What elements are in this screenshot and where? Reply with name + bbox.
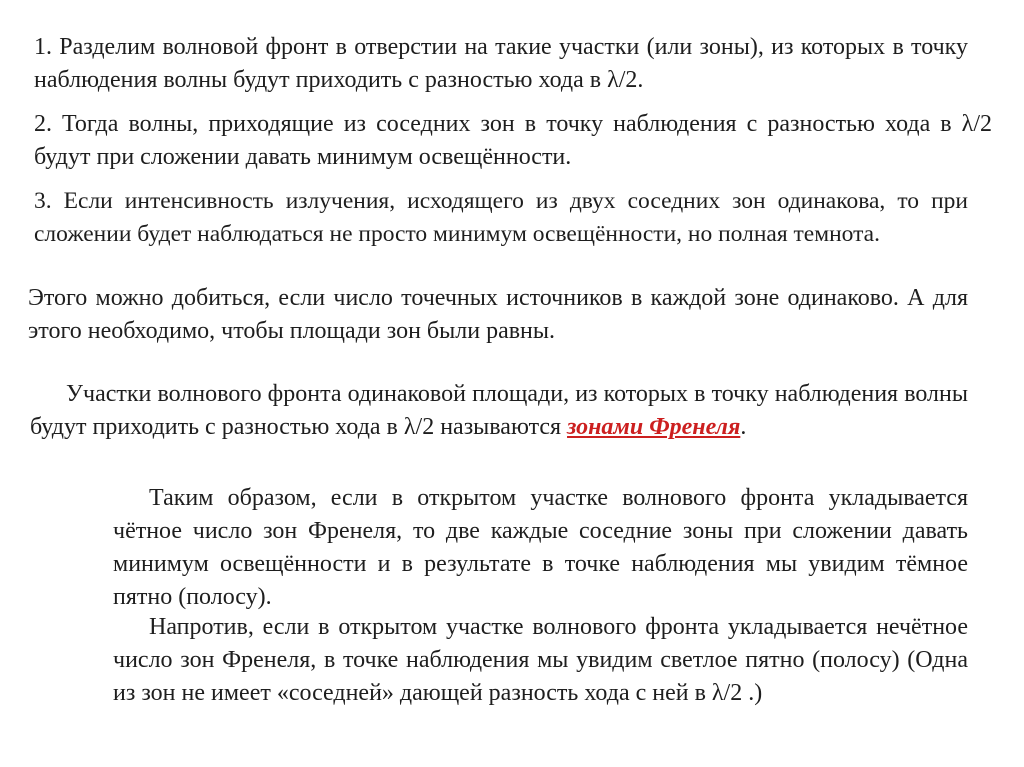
- paragraph-odd-zones: Напротив, если в открытом участке волнового фронта укладывается нечётное число зон Френеля, в точке наблюдения мы увидим светлое пятно (полосу) (Одна из зон не имеет «соседней» дающей разность хода с ней в λ/2 .): [113, 614, 968, 706]
- paragraph-step-3: 3. Если интенсивность излучения, исходящего из двух соседних зон одинакова, то при сложении будет наблюдаться не просто минимум освещённости, но полная темнота.: [34, 188, 968, 247]
- paragraph-equal-areas: Этого можно добиться, если число точечных источников в каждой зоне одинаково. А для этого необходимо, чтобы площади зон были равны.: [28, 285, 968, 344]
- definition-text: Участки волнового фронта одинаковой площади, из которых в точку наблюдения волны будут приходить с разностью хода в λ/2 называются: [30, 381, 968, 440]
- definition-end: .: [740, 414, 747, 440]
- paragraph-step-1: 1. Разделим волновой фронт в отверстии на такие участки (или зоны), из которых в точку наблюдения волны будут приходить с разностью хода в λ/2.: [34, 34, 968, 93]
- paragraph-step-2: 2. Тогда волны, приходящие из соседних зон в точку наблюдения с разностью хода в λ/2 будут при сложении давать минимум освещённости.: [34, 111, 992, 170]
- fresnel-zones-term: зонами Френеля: [567, 414, 741, 440]
- paragraph-even-zones: Таким образом, если в открытом участке волнового фронта укладывается чётное число зон Френеля, то две каждые соседние зоны при сложении давать минимум освещённости и в результате в точке наблюдения мы увидим тёмное пятно (полосу).: [113, 485, 968, 610]
- paragraph-fresnel-definition: [30, 378, 968, 444]
